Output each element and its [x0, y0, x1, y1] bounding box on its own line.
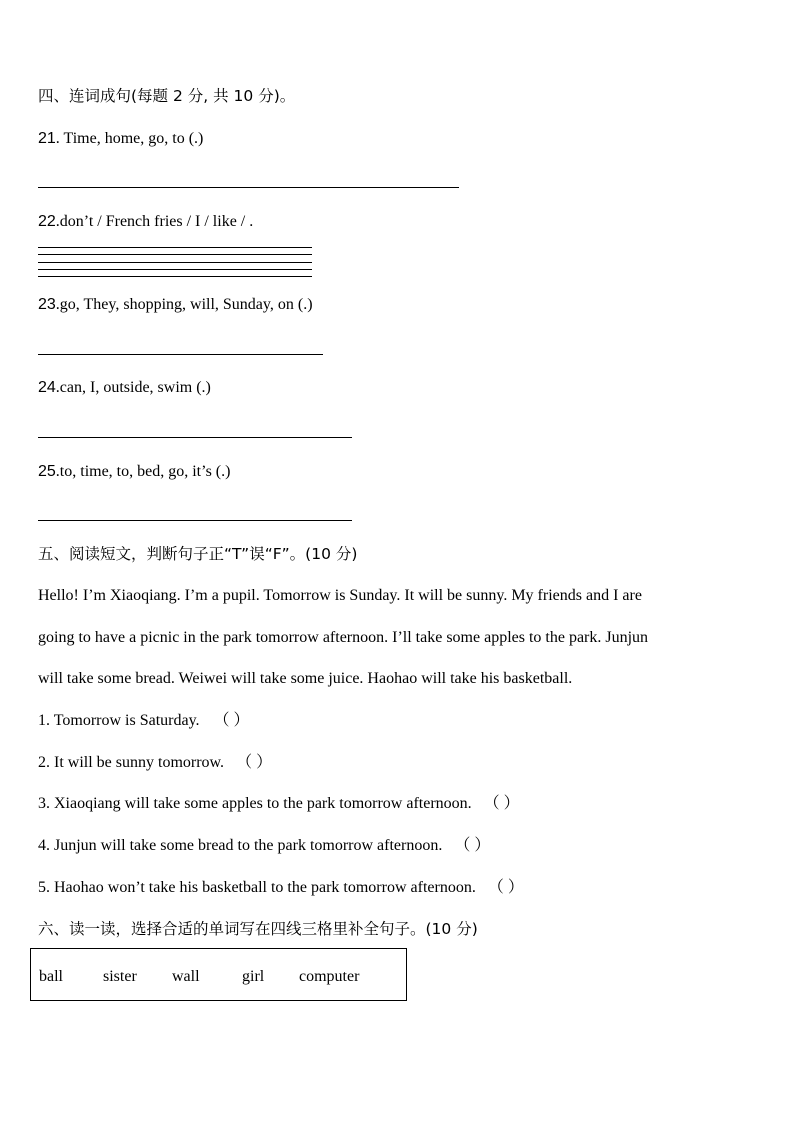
word-bank-item: wall: [172, 968, 200, 985]
question-number: 21: [38, 130, 56, 147]
tf-question-3: [38, 794, 520, 814]
section5-heading: 五、阅读短文，判断句子正“T”误“F”。(10 分): [38, 545, 358, 563]
tf-answer-blank[interactable]: （ ）: [483, 795, 520, 812]
question-21: [38, 129, 203, 149]
grid-line: [38, 247, 312, 248]
tf-answer-blank[interactable]: （ ）: [454, 837, 491, 854]
tf-answer-blank[interactable]: （ ）: [236, 754, 273, 771]
question-number: 25: [38, 463, 56, 480]
tf-question-text: 2. It will be sunny tomorrow.: [38, 754, 225, 771]
tf-question-2: [38, 753, 272, 773]
question-text: .go, They, shopping, will, Sunday, on (.): [55, 296, 313, 313]
tf-question-text: 4. Junjun will take some bread to the park tomorrow afternoon.: [38, 837, 443, 854]
tf-answer-blank[interactable]: （ ）: [213, 712, 250, 729]
word-bank-item: computer: [299, 968, 360, 985]
word-bank: [30, 948, 407, 1001]
question-22: [38, 212, 253, 232]
tf-question-text: 3. Xiaoqiang will take some apples to the park tomorrow afternoon.: [38, 795, 472, 812]
question-text: .don’t / French fries / I / like / .: [55, 213, 254, 230]
tf-question-text: 1. Tomorrow is Saturday.: [38, 712, 200, 729]
answer-line-25[interactable]: [38, 520, 352, 521]
tf-answer-blank[interactable]: （ ）: [487, 879, 524, 896]
passage-line: going to have a picnic in the park tomorrow afternoon. I’ll take some apples to the park. Junjun: [38, 629, 649, 646]
passage-line: will take some bread. Weiwei will take some juice. Haohao will take his basketball.: [38, 670, 573, 687]
question-number: 23: [38, 296, 56, 313]
section4-heading: 四、连词成句(每题 2 分, 共 10 分)。: [38, 87, 296, 105]
word-bank-item: ball: [39, 968, 63, 985]
tf-question-4: [38, 836, 490, 856]
word-bank-item: sister: [103, 968, 137, 985]
question-number: 24: [38, 379, 56, 396]
question-text: . Time, home, go, to (.): [55, 130, 204, 147]
tf-question-1: [38, 711, 250, 731]
question-25: [38, 462, 230, 482]
grid-line: [38, 269, 312, 270]
word-bank-item: girl: [242, 968, 265, 985]
passage-line: Hello! I’m Xiaoqiang. I’m a pupil. Tomorrow is Sunday. It will be sunny. My friends and I are: [38, 587, 642, 604]
answer-line-24[interactable]: [38, 437, 352, 438]
question-text: .can, I, outside, swim (.): [55, 379, 211, 396]
answer-line-21[interactable]: [38, 187, 459, 188]
grid-line: [38, 254, 312, 255]
question-23: [38, 295, 313, 315]
answer-line-23[interactable]: [38, 354, 323, 355]
tf-question-5: [38, 878, 524, 898]
question-text: .to, time, to, bed, go, it’s (.): [55, 463, 231, 480]
grid-line: [38, 262, 312, 263]
question-24: [38, 378, 211, 398]
grid-line: [38, 276, 312, 277]
question-number: 22: [38, 213, 56, 230]
section6-heading: 六、读一读，选择合适的单词写在四线三格里补全句子。(10 分): [38, 920, 478, 938]
tf-question-text: 5. Haohao won’t take his basketball to the park tomorrow afternoon.: [38, 879, 476, 896]
